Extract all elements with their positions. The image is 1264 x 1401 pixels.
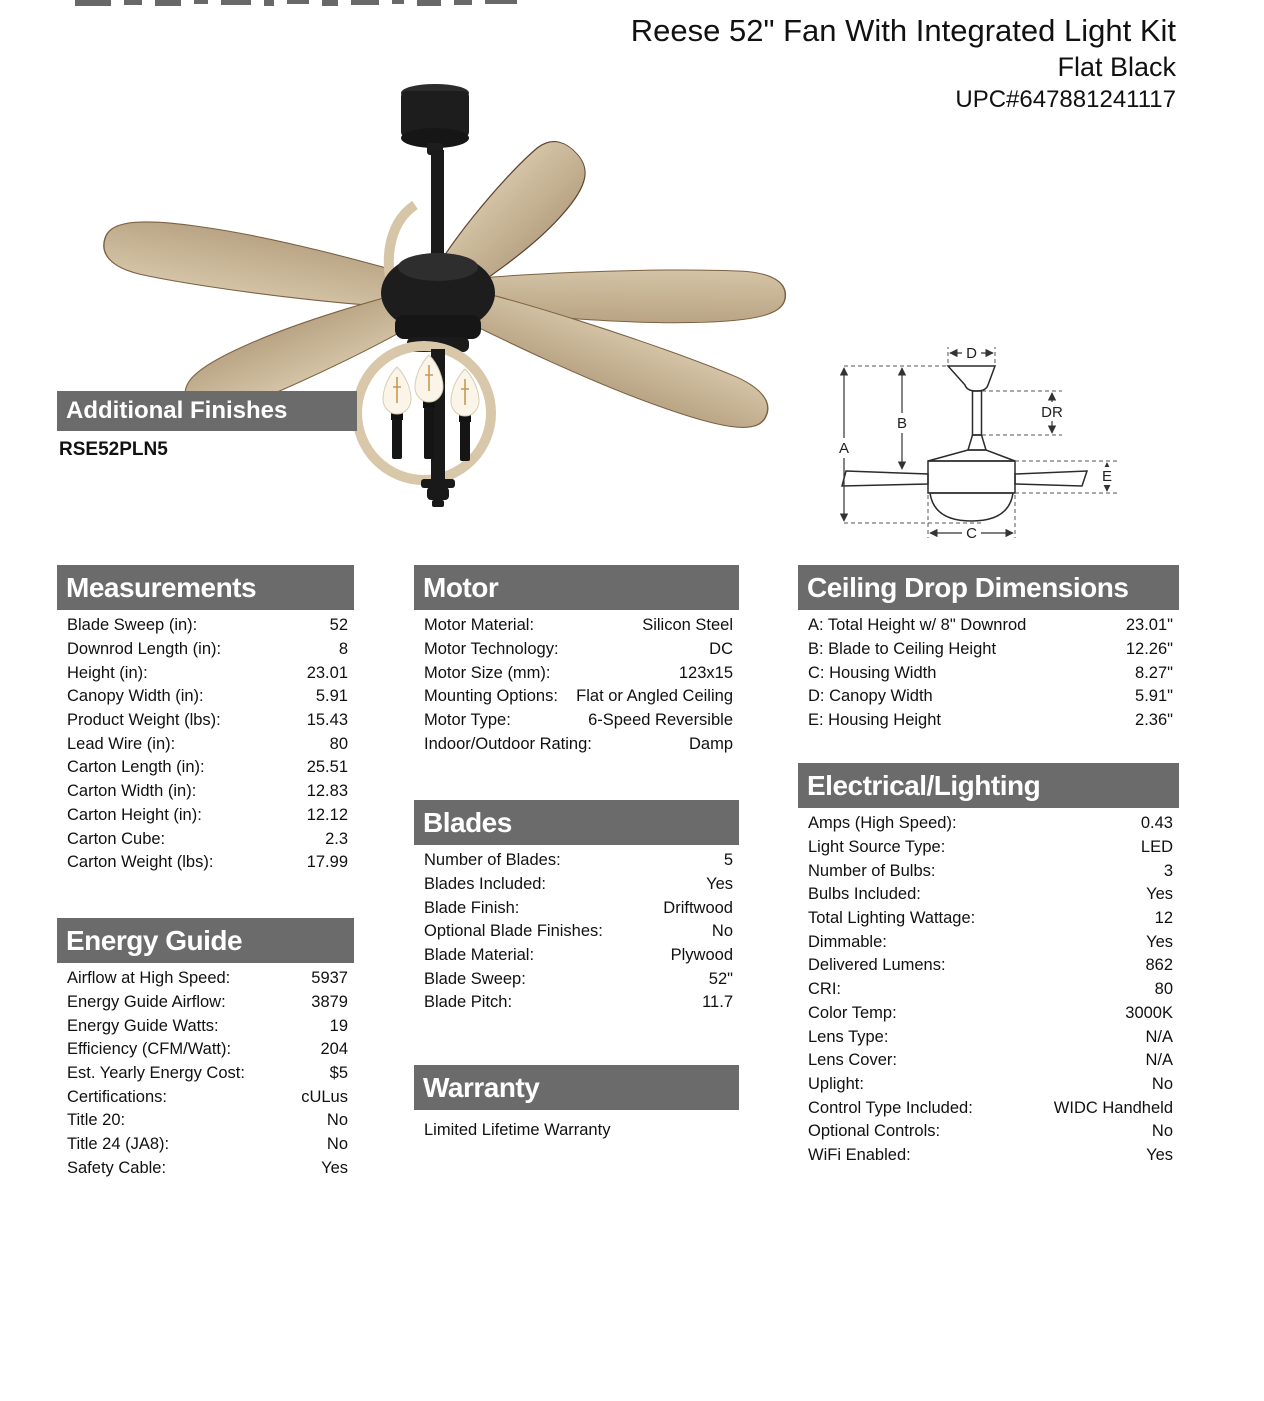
- section-additional-finishes: [57, 391, 357, 461]
- spec-row: [798, 1002, 1179, 1026]
- diagram-downrod: [973, 391, 982, 435]
- dim-label-b: B: [896, 415, 908, 432]
- spec-label: Delivered Lumens:: [808, 956, 946, 975]
- spec-row: [798, 978, 1179, 1002]
- spec-value: Flat or Angled Ceiling: [576, 687, 733, 706]
- spec-row: [57, 804, 354, 828]
- spec-value: N/A: [1145, 1027, 1173, 1046]
- product-title: Reese 52" Fan With Integrated Light Kit: [630, 13, 1176, 48]
- additional-finishes-title: Additional Finishes: [66, 397, 288, 424]
- spec-value: LED: [1140, 838, 1173, 857]
- spec-label: Lens Cover:: [808, 1051, 897, 1070]
- spec-label: Downrod Length (in):: [67, 640, 222, 659]
- spec-row: [798, 1096, 1179, 1120]
- section-title: Blades: [423, 806, 512, 838]
- spec-value: $5: [329, 1064, 348, 1083]
- spec-label: Motor Material:: [424, 616, 535, 635]
- spec-label: Number of Bulbs:: [808, 861, 936, 880]
- cropped-logo-fragments: [75, 0, 520, 8]
- section-title: Motor: [423, 571, 499, 603]
- spec-label: Carton Cube:: [67, 829, 166, 848]
- diagram-extension-lines: [844, 347, 1117, 538]
- diagram-dimension-labels: [834, 344, 1116, 542]
- spec-value: 19: [329, 1016, 348, 1035]
- spec-row: [798, 836, 1179, 860]
- spec-row: [57, 1109, 354, 1133]
- spec-value: 5.91": [1135, 687, 1173, 706]
- spec-label: Motor Technology:: [424, 640, 559, 659]
- spec-value: 8.27": [1135, 663, 1173, 682]
- spec-value: No: [1151, 1074, 1173, 1093]
- diagram-light-dome: [930, 493, 1013, 521]
- spec-label: Airflow at High Speed:: [67, 969, 231, 988]
- fan-canopy: [401, 84, 469, 155]
- spec-row: [57, 1133, 354, 1157]
- electrical-rows: [798, 812, 1179, 1167]
- spec-label: Amps (High Speed):: [808, 814, 957, 833]
- spec-value: 6-Speed Reversible: [588, 711, 733, 730]
- ceiling-drop-rows: [798, 614, 1179, 732]
- measurements-rows: [57, 614, 354, 875]
- spec-row: [798, 954, 1179, 978]
- spec-label: Energy Guide Airflow:: [67, 993, 226, 1012]
- spec-value: 12.12: [306, 805, 348, 824]
- spec-row: [57, 756, 354, 780]
- spec-value: 5.91: [315, 687, 348, 706]
- spec-row: [798, 709, 1179, 733]
- spec-value: Yes: [321, 1158, 348, 1177]
- light-kit-bulbs: [383, 355, 479, 461]
- spec-row: [57, 1038, 354, 1062]
- section-title: Measurements: [66, 571, 257, 603]
- spec-row: [798, 1073, 1179, 1097]
- spec-value: 204: [320, 1040, 348, 1059]
- spec-label: Safety Cable:: [67, 1158, 167, 1177]
- spec-row: [414, 614, 739, 638]
- spec-value: Yes: [1146, 885, 1173, 904]
- section-ceiling-drop: [798, 565, 1179, 732]
- spec-row: [414, 873, 739, 897]
- motor-header: [414, 565, 739, 610]
- spec-label: Blade Material:: [424, 946, 535, 965]
- spec-value: WIDC Handheld: [1053, 1098, 1173, 1117]
- product-finish: Flat Black: [1057, 52, 1176, 82]
- spec-value: Silicon Steel: [642, 616, 733, 635]
- spec-row: [414, 732, 739, 756]
- spec-label: Certifications:: [67, 1087, 167, 1106]
- dim-label-a: A: [838, 440, 850, 457]
- spec-value: Driftwood: [663, 898, 733, 917]
- spec-value: Yes: [1146, 932, 1173, 951]
- diagram-blade-right: [1015, 471, 1087, 486]
- diagram-dimension-lines: [844, 353, 1107, 533]
- spec-row: [798, 883, 1179, 907]
- product-upc: UPC#647881241117: [955, 86, 1176, 113]
- section-measurements: [57, 565, 354, 875]
- section-title: Ceiling Drop Dimensions: [807, 571, 1129, 603]
- spec-row: [57, 851, 354, 875]
- spec-label: A: Total Height w/ 8" Downrod: [808, 616, 1027, 635]
- spec-value: 12.26": [1125, 640, 1173, 659]
- blades-rows: [414, 849, 739, 1015]
- spec-value: Yes: [1146, 1145, 1173, 1164]
- spec-row: [57, 685, 354, 709]
- diagram-canopy: [948, 366, 995, 391]
- spec-value: 8: [338, 640, 348, 659]
- spec-label: Blades Included:: [424, 875, 547, 894]
- spec-row: [798, 638, 1179, 662]
- spec-label: Color Temp:: [808, 1003, 897, 1022]
- ceiling-drop-diagram: [830, 333, 1192, 559]
- spec-row: [798, 685, 1179, 709]
- spec-value: DC: [709, 640, 733, 659]
- spec-label: CRI:: [808, 980, 841, 999]
- spec-row: [414, 991, 739, 1015]
- spec-row: [798, 1144, 1179, 1168]
- spec-value: No: [1151, 1122, 1173, 1141]
- section-title: Warranty: [423, 1071, 540, 1103]
- spec-value: 23.01: [306, 663, 348, 682]
- spec-label: Optional Controls:: [808, 1122, 941, 1141]
- spec-label: Est. Yearly Energy Cost:: [67, 1064, 245, 1083]
- additional-finish-model: RSE52PLN5: [59, 439, 168, 460]
- motor-rows: [414, 614, 739, 756]
- fan-motor: [381, 253, 495, 352]
- spec-row: [414, 685, 739, 709]
- spec-label: Bulbs Included:: [808, 885, 921, 904]
- spec-label: Blade Sweep:: [424, 969, 526, 988]
- spec-label: Blade Sweep (in):: [67, 616, 198, 635]
- spec-value: 15.43: [306, 711, 348, 730]
- additional-finishes-header: [57, 391, 357, 431]
- spec-row: [57, 1157, 354, 1181]
- section-warranty: [414, 1065, 739, 1140]
- spec-label: Uplight:: [808, 1074, 864, 1093]
- spec-value: 17.99: [306, 853, 348, 872]
- spec-label: Control Type Included:: [808, 1098, 973, 1117]
- diagram-fan-outline: [842, 366, 1087, 521]
- section-blades: [414, 800, 739, 1015]
- spec-row: [57, 991, 354, 1015]
- spec-label: Dimmable:: [808, 932, 887, 951]
- spec-label: Light Source Type:: [808, 838, 946, 857]
- spec-label: Motor Type:: [424, 711, 511, 730]
- energy-guide-rows: [57, 967, 354, 1180]
- ceiling-drop-header: [798, 565, 1179, 610]
- spec-row: [57, 638, 354, 662]
- spec-label: Lead Wire (in):: [67, 734, 176, 753]
- fan-downrod: [431, 150, 444, 262]
- spec-value: 3: [1163, 861, 1173, 880]
- spec-label: Height (in):: [67, 663, 148, 682]
- spec-label: Number of Blades:: [424, 851, 561, 870]
- spec-row: [798, 859, 1179, 883]
- spec-row: [798, 661, 1179, 685]
- blades-header: [414, 800, 739, 845]
- warranty-text: Limited Lifetime Warranty: [424, 1121, 611, 1139]
- spec-row: [414, 661, 739, 685]
- spec-value: cULus: [301, 1087, 348, 1106]
- spec-row: [57, 780, 354, 804]
- spec-label: Energy Guide Watts:: [67, 1016, 219, 1035]
- spec-row: [414, 849, 739, 873]
- spec-row: [798, 1120, 1179, 1144]
- spec-row: [57, 614, 354, 638]
- spec-label: Carton Width (in):: [67, 782, 197, 801]
- spec-row: [798, 930, 1179, 954]
- spec-label: D: Canopy Width: [808, 687, 933, 706]
- spec-value: 862: [1145, 956, 1173, 975]
- section-title: Energy Guide: [66, 924, 243, 956]
- electrical-header: [798, 763, 1179, 808]
- spec-label: E: Housing Height: [808, 711, 941, 730]
- spec-row: [57, 1085, 354, 1109]
- spec-row: [57, 1014, 354, 1038]
- spec-row: [57, 661, 354, 685]
- dim-label-e: E: [1101, 468, 1113, 485]
- spec-row: [57, 967, 354, 991]
- spec-row: [414, 920, 739, 944]
- spec-row: [798, 812, 1179, 836]
- spec-value: 52: [329, 616, 348, 635]
- spec-row: [57, 827, 354, 851]
- section-energy-guide: [57, 918, 354, 1180]
- spec-label: Total Lighting Wattage:: [808, 909, 976, 928]
- spec-row: [798, 907, 1179, 931]
- spec-label: Optional Blade Finishes:: [424, 922, 603, 941]
- spec-value: 25.51: [306, 758, 348, 777]
- spec-value: 12: [1154, 909, 1173, 928]
- spec-label: Blade Finish:: [424, 898, 520, 917]
- spec-label: Carton Weight (lbs):: [67, 853, 214, 872]
- spec-value: No: [326, 1135, 348, 1154]
- spec-label: Title 20:: [67, 1111, 126, 1130]
- spec-value: 2.3: [325, 829, 348, 848]
- spec-row: [414, 944, 739, 968]
- spec-row: [57, 1062, 354, 1086]
- spec-value: 3879: [311, 993, 348, 1012]
- section-title: Electrical/Lighting: [807, 769, 1041, 801]
- spec-row: [57, 709, 354, 733]
- spec-value: 2.36": [1135, 711, 1173, 730]
- spec-row: [798, 614, 1179, 638]
- energy-guide-header: [57, 918, 354, 963]
- spec-value: No: [711, 922, 733, 941]
- spec-value: 23.01": [1125, 616, 1173, 635]
- spec-value: 80: [1154, 980, 1173, 999]
- spec-label: B: Blade to Ceiling Height: [808, 640, 997, 659]
- spec-label: Title 24 (JA8):: [67, 1135, 170, 1154]
- spec-value: 5: [723, 851, 733, 870]
- diagram-housing: [928, 461, 1015, 493]
- spec-row: [798, 1049, 1179, 1073]
- spec-value: No: [326, 1111, 348, 1130]
- spec-value: 12.83: [306, 782, 348, 801]
- dim-label-c: C: [966, 525, 977, 542]
- spec-value: 52": [708, 969, 733, 988]
- spec-label: Indoor/Outdoor Rating:: [424, 734, 592, 753]
- section-motor: [414, 565, 739, 756]
- spec-value: 5937: [311, 969, 348, 988]
- section-electrical: [798, 763, 1179, 1167]
- spec-row: [798, 1025, 1179, 1049]
- spec-label: Motor Size (mm):: [424, 663, 551, 682]
- spec-value: Damp: [688, 734, 733, 753]
- spec-row: [414, 967, 739, 991]
- spec-value: 123x15: [678, 663, 733, 682]
- spec-value: 0.43: [1140, 814, 1173, 833]
- spec-label: Efficiency (CFM/Watt):: [67, 1040, 232, 1059]
- spec-label: WiFi Enabled:: [808, 1145, 911, 1164]
- spec-label: Mounting Options:: [424, 687, 558, 706]
- spec-value: Plywood: [670, 946, 733, 965]
- diagram-blade-left: [842, 471, 928, 486]
- spec-row: [57, 732, 354, 756]
- spec-row: [414, 896, 739, 920]
- spec-label: Canopy Width (in):: [67, 687, 204, 706]
- spec-value: 3000K: [1125, 1003, 1173, 1022]
- spec-label: Product Weight (lbs):: [67, 711, 221, 730]
- spec-label: Blade Pitch:: [424, 993, 513, 1012]
- spec-value: 11.7: [702, 993, 733, 1012]
- spec-row: [414, 709, 739, 733]
- spec-row: [414, 638, 739, 662]
- spec-label: C: Housing Width: [808, 663, 937, 682]
- spec-label: Lens Type:: [808, 1027, 889, 1046]
- spec-value: Yes: [706, 875, 733, 894]
- spec-value: 80: [329, 734, 348, 753]
- dim-label-dr: DR: [1041, 404, 1063, 421]
- spec-value: N/A: [1145, 1051, 1173, 1070]
- measurements-header: [57, 565, 354, 610]
- spec-label: Carton Height (in):: [67, 805, 202, 824]
- dim-label-d: D: [966, 345, 977, 362]
- warranty-header: [414, 1065, 739, 1110]
- spec-label: Carton Length (in):: [67, 758, 205, 777]
